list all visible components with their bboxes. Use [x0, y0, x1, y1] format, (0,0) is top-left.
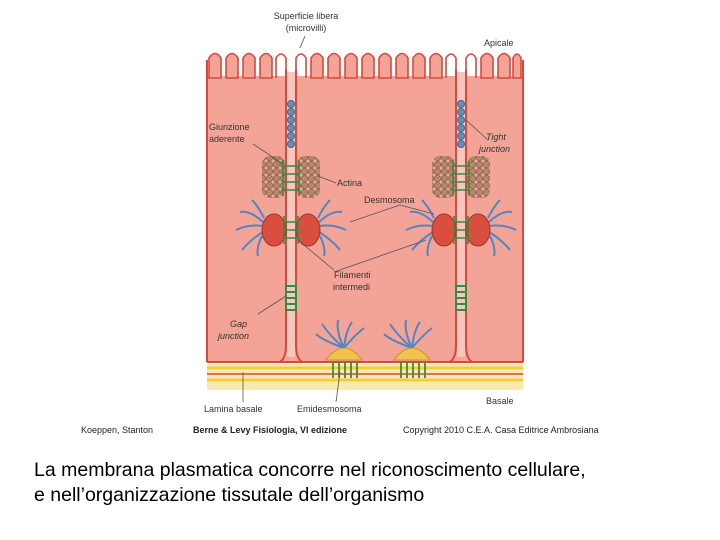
label-adherens-junction-2: aderente [209, 134, 245, 144]
microvillus [362, 54, 374, 79]
label-apical: Apicale [484, 38, 514, 48]
label-basal-lamina: Lamina basale [204, 404, 263, 414]
microvillus [446, 54, 456, 78]
microvillus [513, 54, 521, 78]
label-intermediate-filaments-1: Filamenti [334, 270, 371, 280]
label-gap-junction-1: Gap [230, 319, 248, 329]
credit-authors: Koeppen, Stanton [81, 425, 154, 435]
microvillus [430, 54, 442, 79]
label-tight-junction-1: Tight [486, 132, 506, 142]
label-hemidesmosome: Emidesmosoma [297, 404, 362, 414]
slide-caption [34, 458, 720, 508]
microvillus [466, 54, 476, 78]
credit-copyright: Copyright 2010 C.E.A. Casa Editrice Ambrosiana [403, 425, 599, 435]
microvillus [296, 54, 306, 78]
microvillus [413, 54, 425, 79]
label-microvilli: (microvilli) [285, 23, 327, 33]
label-desmosome: Desmosoma [364, 195, 415, 205]
credit-book: Berne & Levy Fisiologia, VI edizione [193, 425, 348, 435]
figure-credits [81, 425, 599, 435]
microvillus [209, 54, 221, 79]
caption-line-2: e nell’organizzazione tissutale dell’organismo [34, 484, 425, 506]
label-gap-junction-2: junction [218, 331, 250, 341]
microvillus [396, 54, 408, 79]
label-tight-junction-2: junction [479, 144, 511, 154]
microvillus [379, 54, 391, 79]
microvillus [345, 54, 357, 79]
microvillus [498, 54, 510, 79]
label-basal: Basale [486, 396, 514, 406]
label-adherens-junction-1: Giunzione [209, 122, 250, 132]
label-intermediate-filaments-2: intermedi [333, 282, 371, 292]
microvillus [481, 54, 493, 79]
microvillus [243, 54, 255, 79]
microvilli [209, 54, 521, 79]
microvillus [260, 54, 272, 79]
caption-line-1: La membrana plasmatica concorre nel riconoscimento cellulare, [34, 459, 586, 481]
label-free-surface: Superficie libera [273, 11, 339, 21]
microvillus [276, 54, 286, 78]
label-actin: Actina [337, 178, 363, 188]
microvillus [226, 54, 238, 79]
microvillus [311, 54, 323, 79]
microvillus [328, 54, 340, 79]
